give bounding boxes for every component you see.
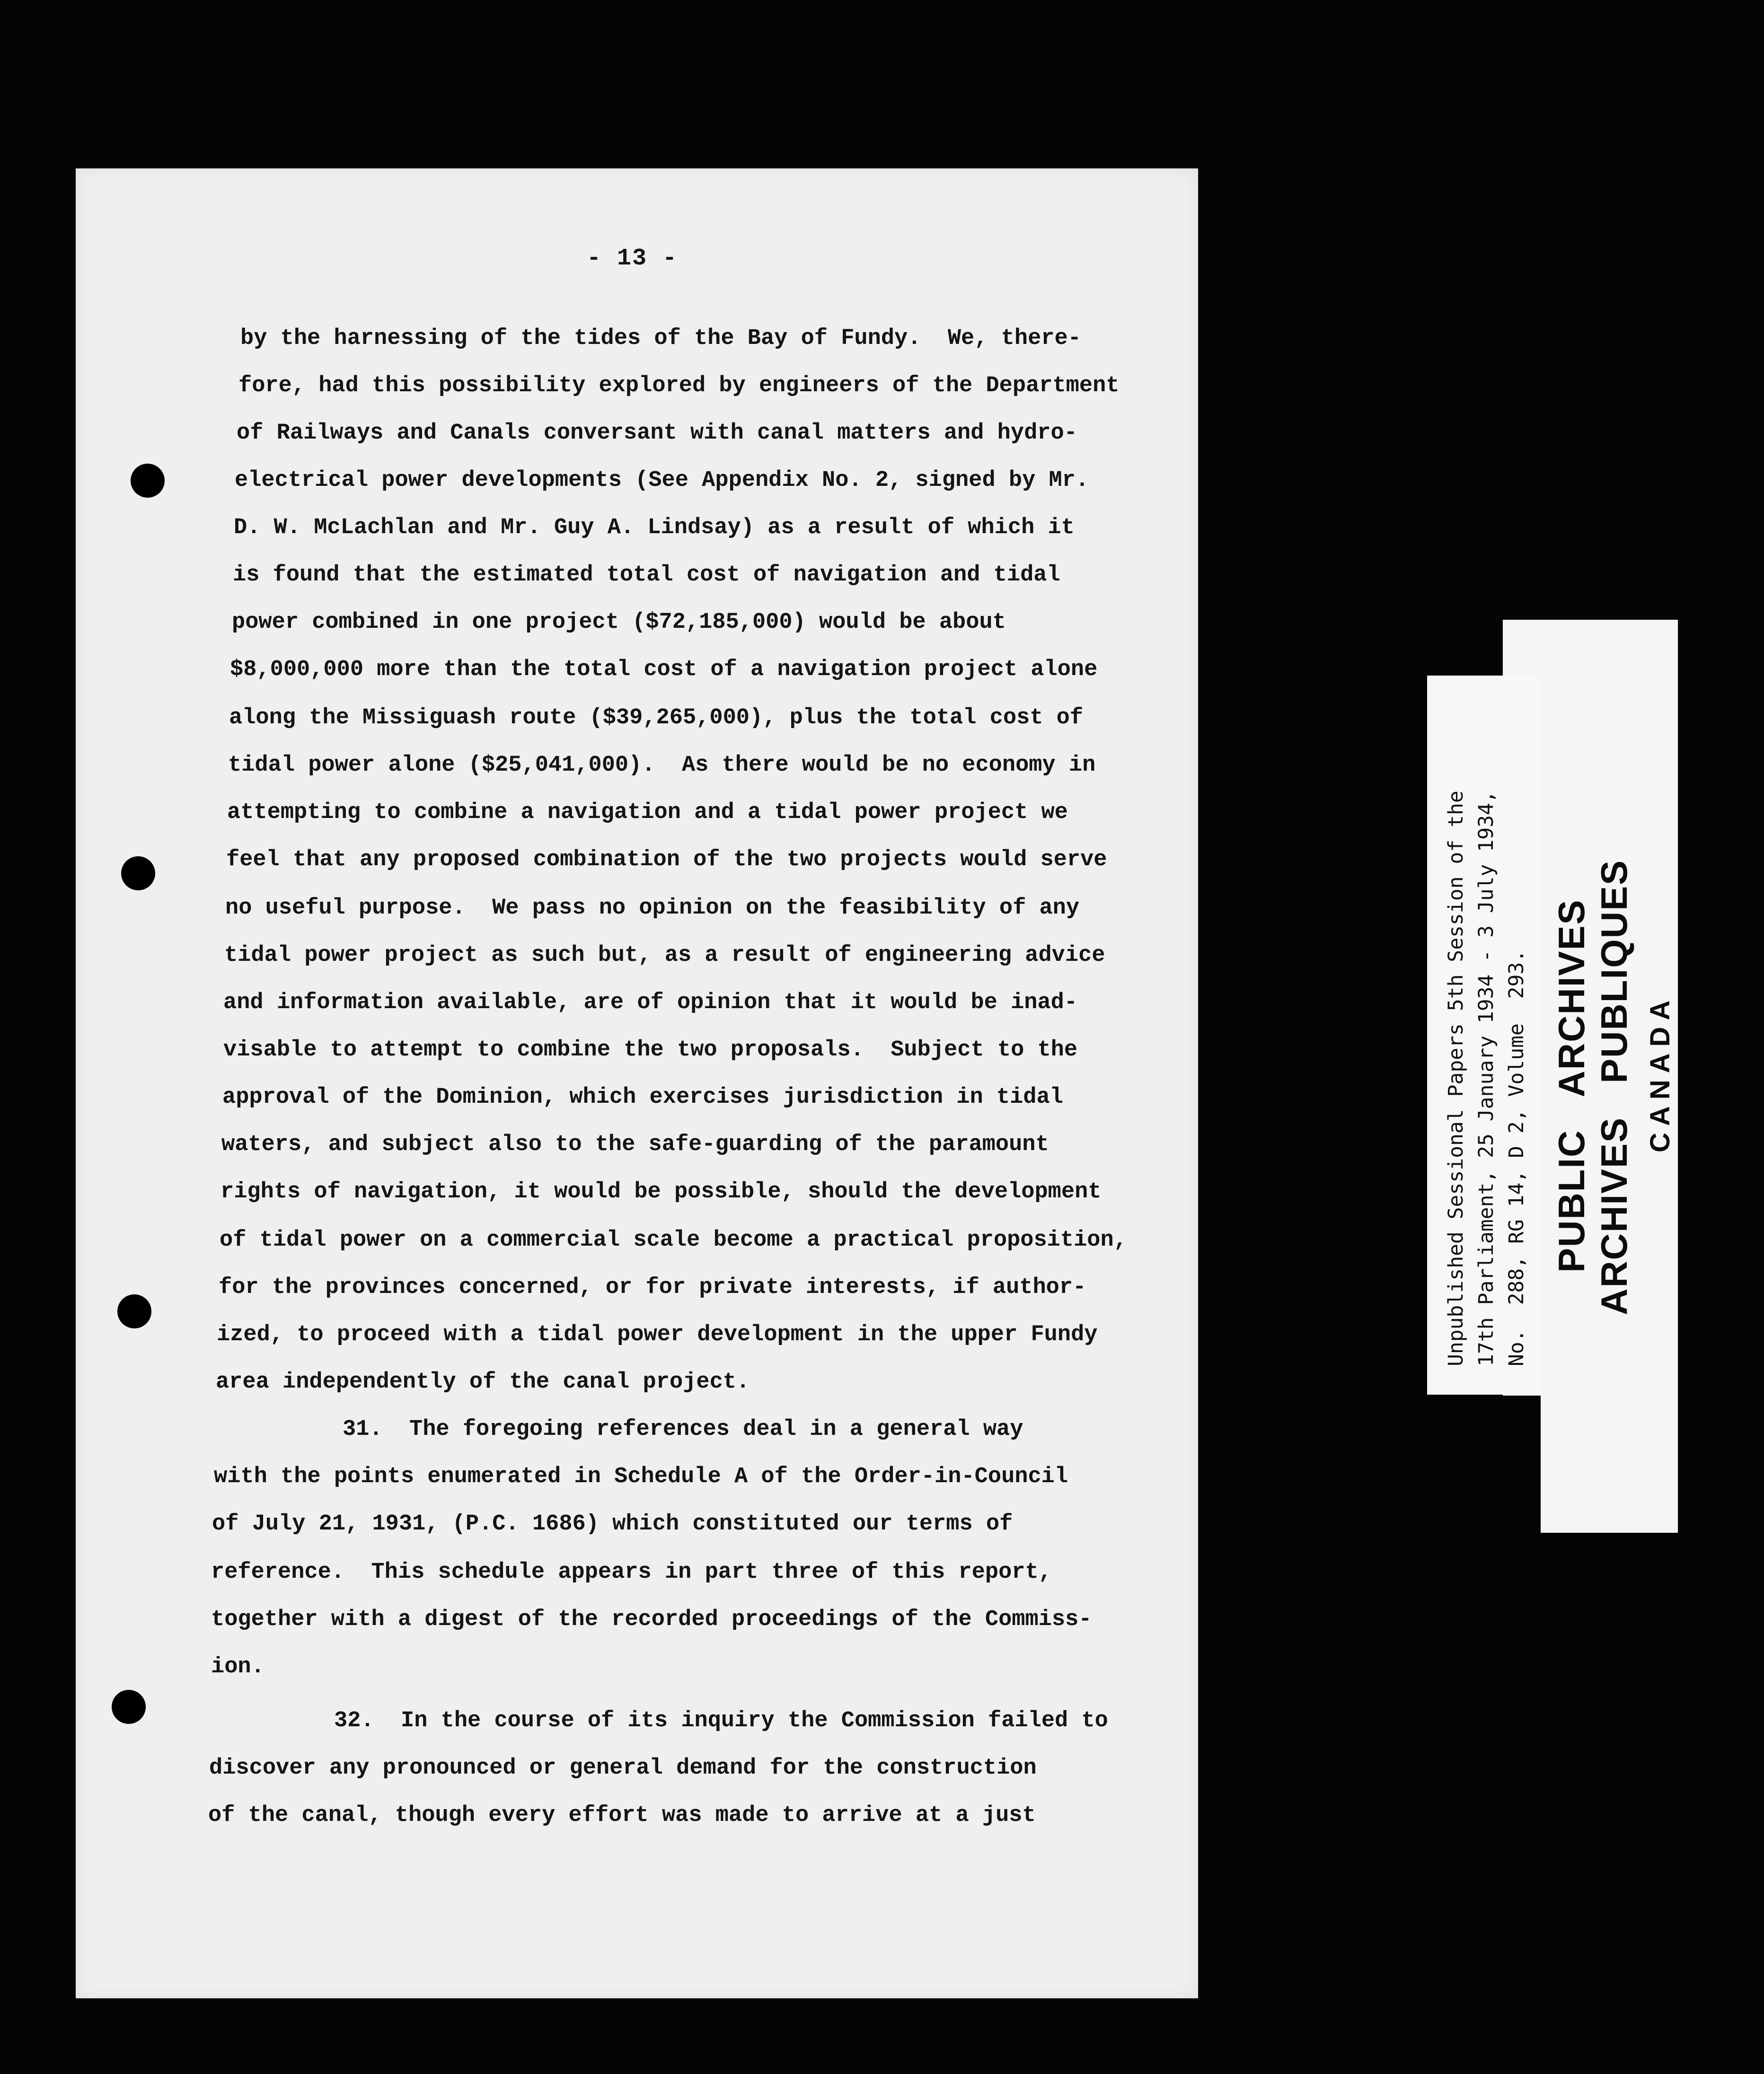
text-line: discover any pronounced or general demand for the construction: [209, 1756, 1037, 1781]
text-line: D. W. McLachlan and Mr. Guy A. Lindsay) as a result of which it: [234, 515, 1075, 540]
stamp-line: PUBLIC ARCHIVES: [1551, 899, 1592, 1273]
text-line: by the harnessing of the tides of the Bay of Fundy. We, there-: [240, 326, 1081, 351]
text-line: and information available, are of opinion that it would be inad-: [223, 990, 1078, 1015]
text-line: for the provinces concerned, or for private interests, if author-: [219, 1275, 1086, 1300]
text-line: feel that any proposed combination of the two projects would serve: [226, 847, 1107, 872]
caption-line: 17th Parliament, 25 January 1934 - 3 July 1934,: [1474, 791, 1498, 1366]
text-line: along the Missiguash route ($39,265,000), plus the total cost of: [229, 705, 1084, 730]
punch-hole: [112, 1690, 146, 1724]
text-line: of Railways and Canals conversant with canal matters and hydro-: [237, 421, 1077, 446]
text-line: reference. This schedule appears in part three of this report,: [211, 1560, 1052, 1585]
card-notch: [1503, 1396, 1541, 1533]
text-line: of July 21, 1931, (P.C. 1686) which constituted our terms of: [212, 1512, 1013, 1537]
text-line: electrical power developments (See Appendix No. 2, signed by Mr.: [235, 468, 1089, 493]
text-line: tidal power project as such but, as a result of engineering advice: [224, 943, 1105, 968]
text-line: approval of the Dominion, which exercises jurisdiction in tidal: [222, 1085, 1063, 1110]
page-number: - 13 -: [587, 245, 678, 272]
caption-line: No. 288, RG 14, D 2, Volume 293.: [1505, 949, 1528, 1366]
text-line: of the canal, though every effort was made to arrive at a just: [208, 1803, 1036, 1828]
text-line: waters, and subject also to the safe-guarding of the paramount: [221, 1132, 1049, 1157]
punch-hole: [117, 1294, 151, 1328]
text-line: visable to attempt to combine the two proposals. Subject to the: [223, 1037, 1078, 1063]
stamp-line: ARCHIVES PUBLIQUES: [1593, 859, 1635, 1315]
text-line: ion.: [211, 1654, 265, 1679]
text-line: rights of navigation, it would be possible, should the development: [220, 1179, 1102, 1204]
text-line: fore, had this possibility explored by engineers of the Department: [238, 373, 1120, 398]
text-line: together with a digest of the recorded proceedings of the Commiss-: [211, 1607, 1092, 1632]
text-line: is found that the estimated total cost of navigation and tidal: [233, 562, 1060, 588]
text-line: area independently of the canal project.: [216, 1370, 750, 1395]
text-line: no useful purpose. We pass no opinion on the feasibility of any: [225, 896, 1080, 921]
text-line: tidal power alone ($25,041,000). As there would be no economy in: [228, 753, 1096, 778]
stamp-line: CANADA: [1645, 993, 1676, 1152]
text-line: $8,000,000 more than the total cost of a navigation project alone: [230, 657, 1098, 682]
text-line: of tidal power on a commercial scale become a practical proposition,: [220, 1228, 1127, 1253]
text-line: 32. In the course of its inquiry the Commission failed to: [334, 1708, 1108, 1733]
text-line: 31. The foregoing references deal in a general way: [343, 1417, 1023, 1442]
text-line: power combined in one project ($72,185,000) would be about: [232, 610, 1006, 635]
text-line: with the points enumerated in Schedule A of the Order-in-Council: [214, 1464, 1068, 1489]
punch-hole: [121, 856, 155, 890]
punch-hole: [131, 464, 165, 498]
text-line: ized, to proceed with a tidal power development in the upper Fundy: [217, 1322, 1098, 1347]
caption-line: Unpublished Sessional Papers 5th Session of the: [1444, 791, 1468, 1366]
text-line: attempting to combine a navigation and a tidal power project we: [227, 800, 1068, 825]
